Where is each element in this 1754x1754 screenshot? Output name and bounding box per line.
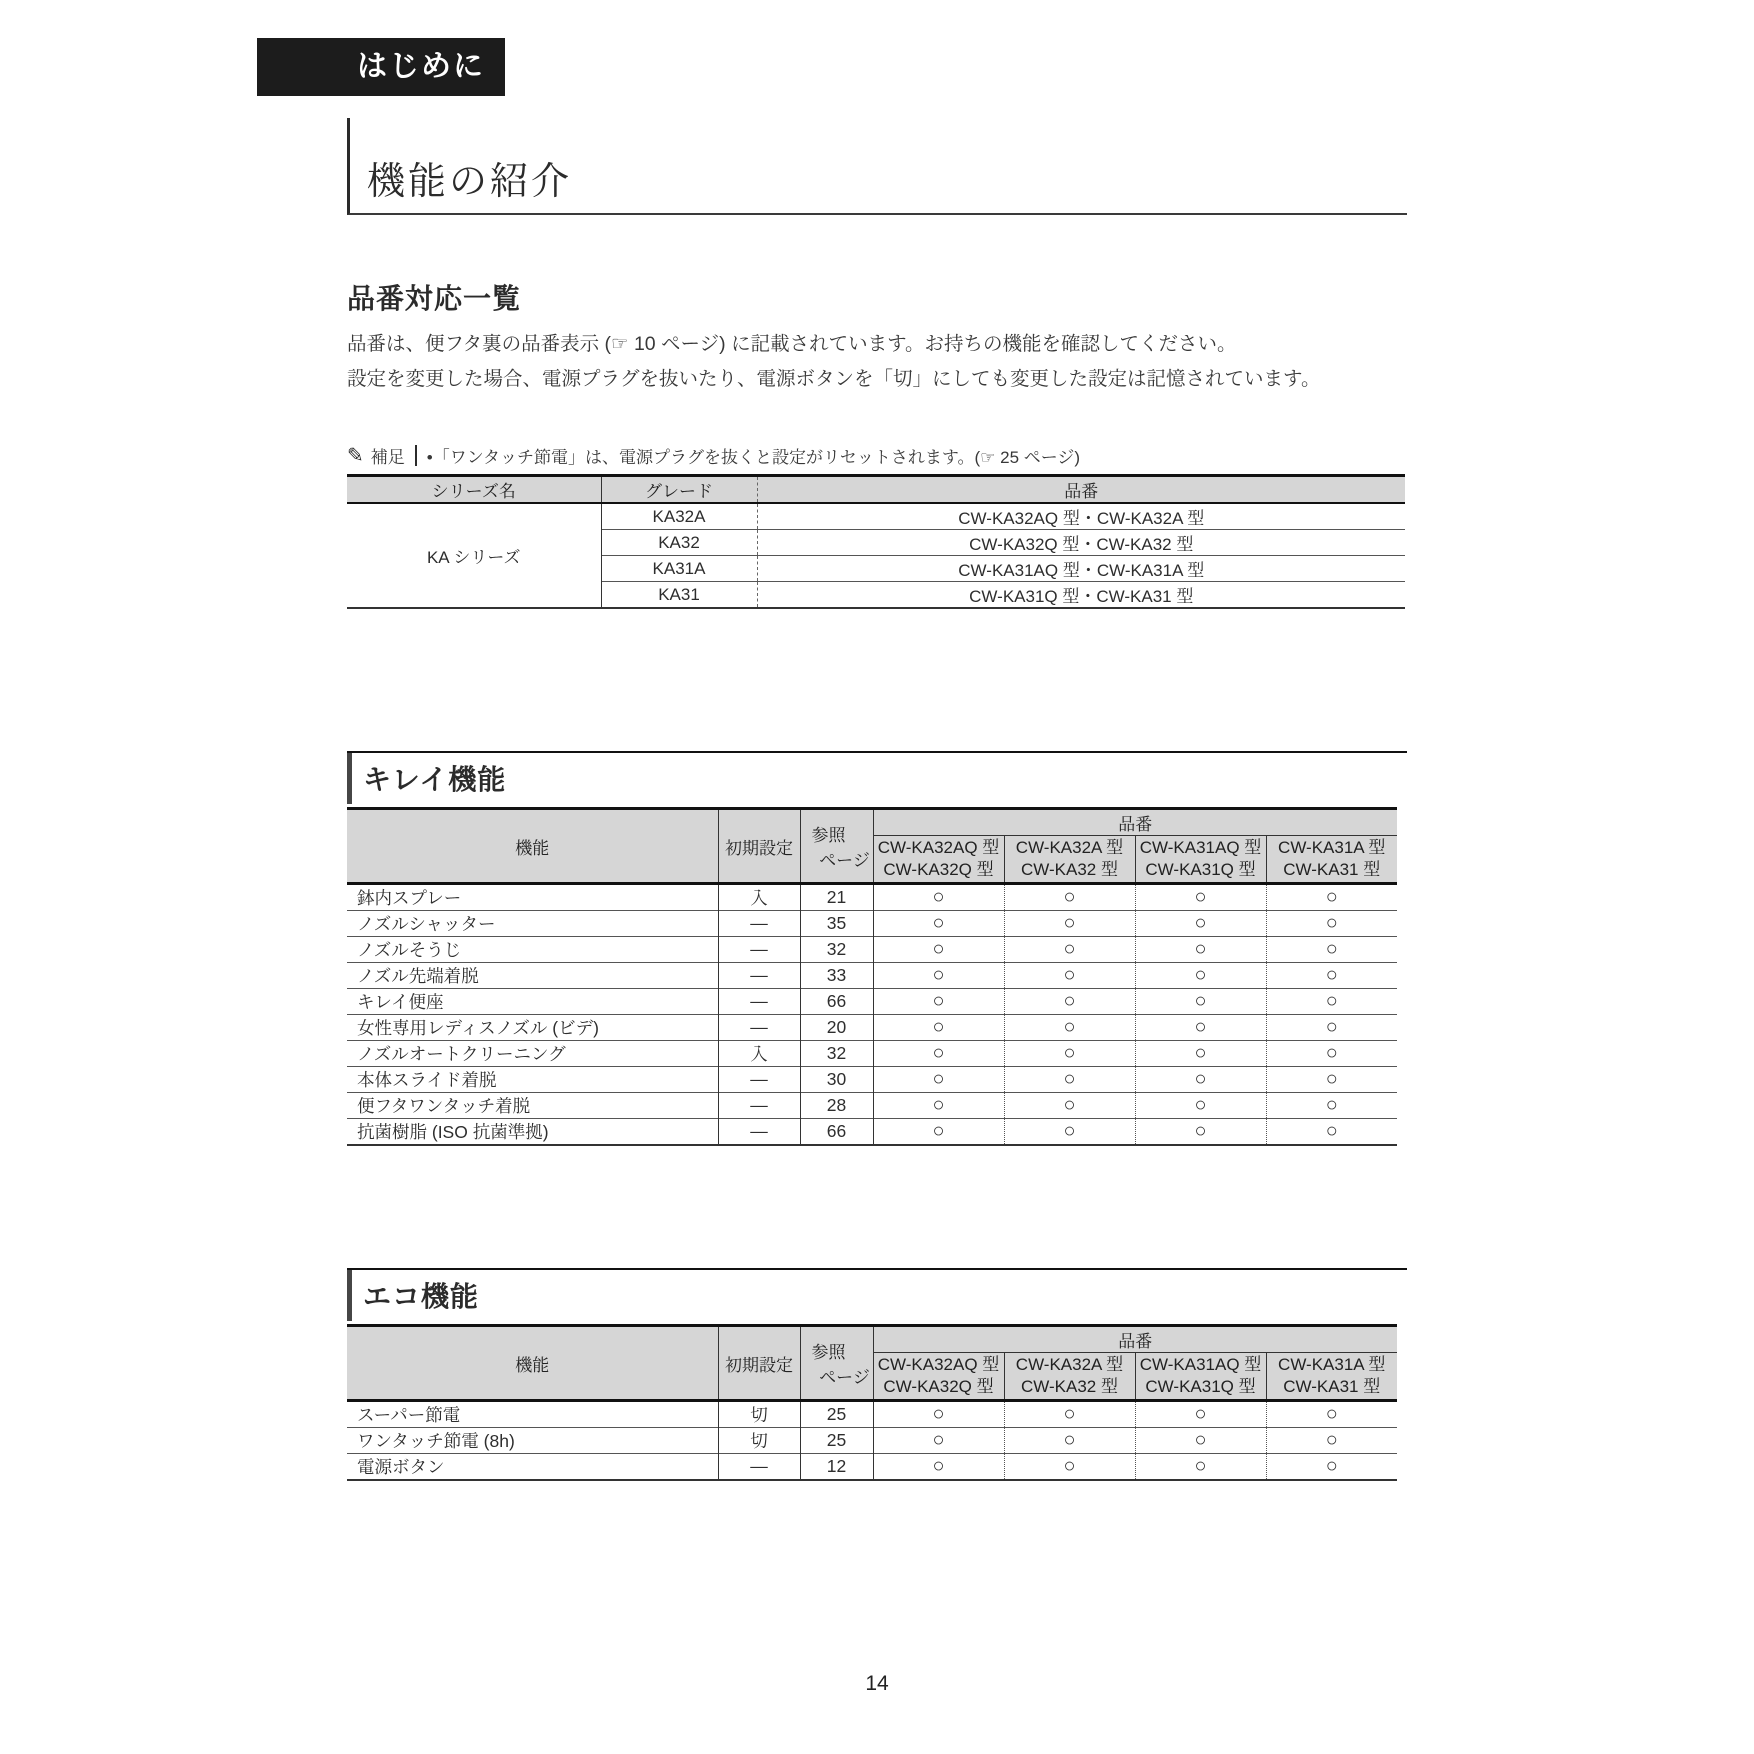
section-heading-model-list: 品番対応一覧 [347, 283, 522, 314]
support-mark: ○ [873, 1067, 1004, 1093]
model-column-header: CW-KA31AQ 型 CW-KA31Q 型 [1135, 1353, 1266, 1401]
support-mark: ○ [1266, 911, 1397, 937]
col-header-models-group: 品番 [873, 1326, 1397, 1353]
support-mark: ○ [1135, 1401, 1266, 1428]
function-name: 電源ボタン [357, 1457, 445, 1477]
note-divider [415, 445, 417, 466]
table-row [347, 963, 1397, 989]
default-setting: ― [718, 1454, 800, 1481]
page-number: 14 [865, 1672, 889, 1695]
ref-page: 32 [800, 1041, 873, 1067]
support-mark: ○ [1135, 1454, 1266, 1481]
intro-paragraph [347, 327, 1407, 397]
support-mark: ○ [873, 1454, 1004, 1481]
ref-page: 28 [800, 1093, 873, 1119]
ref-page: 25 [800, 1401, 873, 1428]
default-setting: 入 [718, 1041, 800, 1067]
table-row [347, 911, 1397, 937]
support-mark: ○ [1004, 937, 1135, 963]
default-setting: 切 [718, 1428, 800, 1454]
table-row [347, 1119, 1397, 1146]
function-name: 本体スライド着脱 [357, 1070, 497, 1090]
support-mark: ○ [1135, 963, 1266, 989]
ref-page: 25 [800, 1428, 873, 1454]
default-setting: ― [718, 1067, 800, 1093]
function-name: 女性専用レディスノズル (ビデ) [357, 1018, 599, 1038]
default-setting: ― [718, 1093, 800, 1119]
support-mark: ○ [1004, 963, 1135, 989]
support-mark: ○ [1266, 989, 1397, 1015]
support-mark: ○ [1135, 1093, 1266, 1119]
support-mark: ○ [1266, 963, 1397, 989]
model-column-header: CW-KA32A 型 CW-KA32 型 [1004, 1353, 1135, 1401]
default-setting: ― [718, 937, 800, 963]
ref-page-line-2: ページ [819, 1368, 870, 1387]
intro-line-2: 設定を変更した場合、電源プラグを抜いたり、電源ボタンを「切」にしても変更した設定は記憶されています。 [347, 368, 1321, 390]
col-header-ref-page [800, 1326, 873, 1401]
table-row [347, 989, 1397, 1015]
default-setting: ― [718, 1119, 800, 1146]
function-name: キレイ便座 [357, 992, 444, 1012]
table-row [347, 884, 1397, 911]
support-mark: ○ [1004, 1401, 1135, 1428]
support-mark: ○ [1266, 1428, 1397, 1454]
support-mark: ○ [1004, 1454, 1135, 1481]
default-setting: 入 [718, 884, 800, 911]
kirei-heading: キレイ機能 [363, 764, 507, 795]
default-setting: ― [718, 911, 800, 937]
support-mark: ○ [1266, 1401, 1397, 1428]
eco-heading: エコ機能 [363, 1281, 480, 1312]
support-mark: ○ [1135, 937, 1266, 963]
support-mark: ○ [1135, 1119, 1266, 1146]
col-header-series: シリーズ名 [347, 476, 601, 504]
supplement-note [347, 443, 1407, 468]
support-mark: ○ [1004, 1067, 1135, 1093]
support-mark: ○ [1135, 989, 1266, 1015]
intro-line-1: 品番は、便フタ裏の品番表示 (☞ 10 ページ) に記載されています。お持ちの機能を確認してください。 [347, 333, 1237, 355]
function-name: 鉢内スプレー [357, 888, 462, 908]
table-row [347, 503, 1405, 530]
function-name: ノズル先端着脱 [357, 966, 479, 986]
eco-feature-table [347, 1324, 1397, 1481]
support-mark: ○ [1004, 1015, 1135, 1041]
model-column-header: CW-KA31A 型 CW-KA31 型 [1266, 1353, 1397, 1401]
support-mark: ○ [1266, 1093, 1397, 1119]
grade-cell: KA31A [601, 556, 757, 582]
table-row [347, 937, 1397, 963]
page-title-block [347, 118, 1407, 215]
ref-page: 66 [800, 989, 873, 1015]
function-name: ノズルシャッター [357, 914, 496, 934]
series-table-header-row [347, 476, 1405, 504]
support-mark: ○ [1266, 1015, 1397, 1041]
table-row [347, 1454, 1397, 1481]
support-mark: ○ [1266, 1454, 1397, 1481]
col-header-grade: グレード [601, 476, 757, 504]
models-cell: CW-KA31AQ 型・CW-KA31A 型 [757, 556, 1405, 582]
support-mark: ○ [873, 1041, 1004, 1067]
table-row [347, 1041, 1397, 1067]
support-mark: ○ [1004, 1041, 1135, 1067]
note-label: 補足 [370, 448, 405, 467]
grade-cell: KA32A [601, 503, 757, 530]
models-cell: CW-KA32Q 型・CW-KA32 型 [757, 530, 1405, 556]
models-cell: CW-KA32AQ 型・CW-KA32A 型 [757, 503, 1405, 530]
model-column-header: CW-KA31AQ 型 CW-KA31Q 型 [1135, 836, 1266, 884]
ref-page: 32 [800, 937, 873, 963]
ref-page-line-1: 参照 [811, 826, 846, 845]
support-mark: ○ [1266, 937, 1397, 963]
heading-side-bar [347, 1270, 352, 1321]
chapter-banner: はじめに [257, 38, 505, 96]
function-name: ワンタッチ節電 (8h) [357, 1431, 515, 1451]
table-row [347, 1093, 1397, 1119]
support-mark: ○ [873, 963, 1004, 989]
content-column [347, 118, 1407, 1481]
support-mark: ○ [873, 1119, 1004, 1146]
model-column-header: CW-KA31A 型 CW-KA31 型 [1266, 836, 1397, 884]
note-text: •「ワンタッチ節電」は、電源プラグを抜くと設定がリセットされます。(☞ 25 ページ) [426, 448, 1081, 467]
model-column-header: CW-KA32AQ 型 CW-KA32Q 型 [873, 1353, 1004, 1401]
ref-page: 20 [800, 1015, 873, 1041]
series-name-cell: KA シリーズ [426, 548, 521, 567]
grade-cell: KA32 [601, 530, 757, 556]
support-mark: ○ [1135, 884, 1266, 911]
default-setting: 切 [718, 1401, 800, 1428]
support-mark: ○ [1004, 989, 1135, 1015]
support-mark: ○ [1266, 884, 1397, 911]
page-title: 機能の紹介 [367, 161, 573, 203]
col-header-default: 初期設定 [718, 809, 800, 884]
table-row [347, 1428, 1397, 1454]
model-column-header: CW-KA32AQ 型 CW-KA32Q 型 [873, 836, 1004, 884]
col-header-default: 初期設定 [718, 1326, 800, 1401]
header-row [347, 809, 1397, 836]
support-mark: ○ [1135, 1067, 1266, 1093]
support-mark: ○ [1135, 1041, 1266, 1067]
function-name: スーパー節電 [357, 1405, 461, 1425]
support-mark: ○ [1266, 1041, 1397, 1067]
models-cell: CW-KA31Q 型・CW-KA31 型 [757, 582, 1405, 609]
ref-page-line-1: 参照 [811, 1343, 846, 1362]
series-table [347, 474, 1405, 609]
default-setting: ― [718, 963, 800, 989]
support-mark: ○ [873, 1401, 1004, 1428]
support-mark: ○ [1266, 1067, 1397, 1093]
ref-page-line-2: ページ [819, 851, 870, 870]
col-header-function: 機能 [347, 809, 718, 884]
ref-page: 12 [800, 1454, 873, 1481]
support-mark: ○ [873, 937, 1004, 963]
support-mark: ○ [873, 1015, 1004, 1041]
grade-cell: KA31 [601, 582, 757, 609]
support-mark: ○ [1135, 911, 1266, 937]
support-mark: ○ [873, 989, 1004, 1015]
support-mark: ○ [1004, 1093, 1135, 1119]
support-mark: ○ [1135, 1428, 1266, 1454]
table-row [347, 1015, 1397, 1041]
support-mark: ○ [873, 1428, 1004, 1454]
support-mark: ○ [873, 1093, 1004, 1119]
model-column-header: CW-KA32A 型 CW-KA32 型 [1004, 836, 1135, 884]
col-header-models: 品番 [757, 476, 1405, 504]
support-mark: ○ [1004, 911, 1135, 937]
ref-page: 21 [800, 884, 873, 911]
function-name: ノズルオートクリーニング [357, 1044, 566, 1064]
support-mark: ○ [873, 884, 1004, 911]
table-row [347, 1067, 1397, 1093]
support-mark: ○ [1004, 1428, 1135, 1454]
table-row [347, 1401, 1397, 1428]
function-name: ノズルそうじ [357, 940, 462, 960]
col-header-models-group: 品番 [873, 809, 1397, 836]
default-setting: ― [718, 1015, 800, 1041]
support-mark: ○ [1004, 884, 1135, 911]
heading-side-bar [347, 753, 352, 804]
ref-page: 35 [800, 911, 873, 937]
ref-page: 66 [800, 1119, 873, 1146]
section-heading-eco [347, 1268, 1407, 1321]
default-setting: ― [718, 989, 800, 1015]
col-header-ref-page [800, 809, 873, 884]
kirei-feature-table [347, 807, 1397, 1146]
section-heading-kirei [347, 751, 1407, 804]
col-header-function: 機能 [347, 1326, 718, 1401]
function-name: 抗菌樹脂 (ISO 抗菌準拠) [357, 1122, 549, 1142]
ref-page: 33 [800, 963, 873, 989]
support-mark: ○ [1266, 1119, 1397, 1146]
header-row [347, 1326, 1397, 1353]
pencil-icon: ✎ [347, 445, 364, 467]
support-mark: ○ [873, 911, 1004, 937]
support-mark: ○ [1004, 1119, 1135, 1146]
support-mark: ○ [1135, 1015, 1266, 1041]
function-name: 便フタワンタッチ着脱 [357, 1096, 531, 1116]
ref-page: 30 [800, 1067, 873, 1093]
